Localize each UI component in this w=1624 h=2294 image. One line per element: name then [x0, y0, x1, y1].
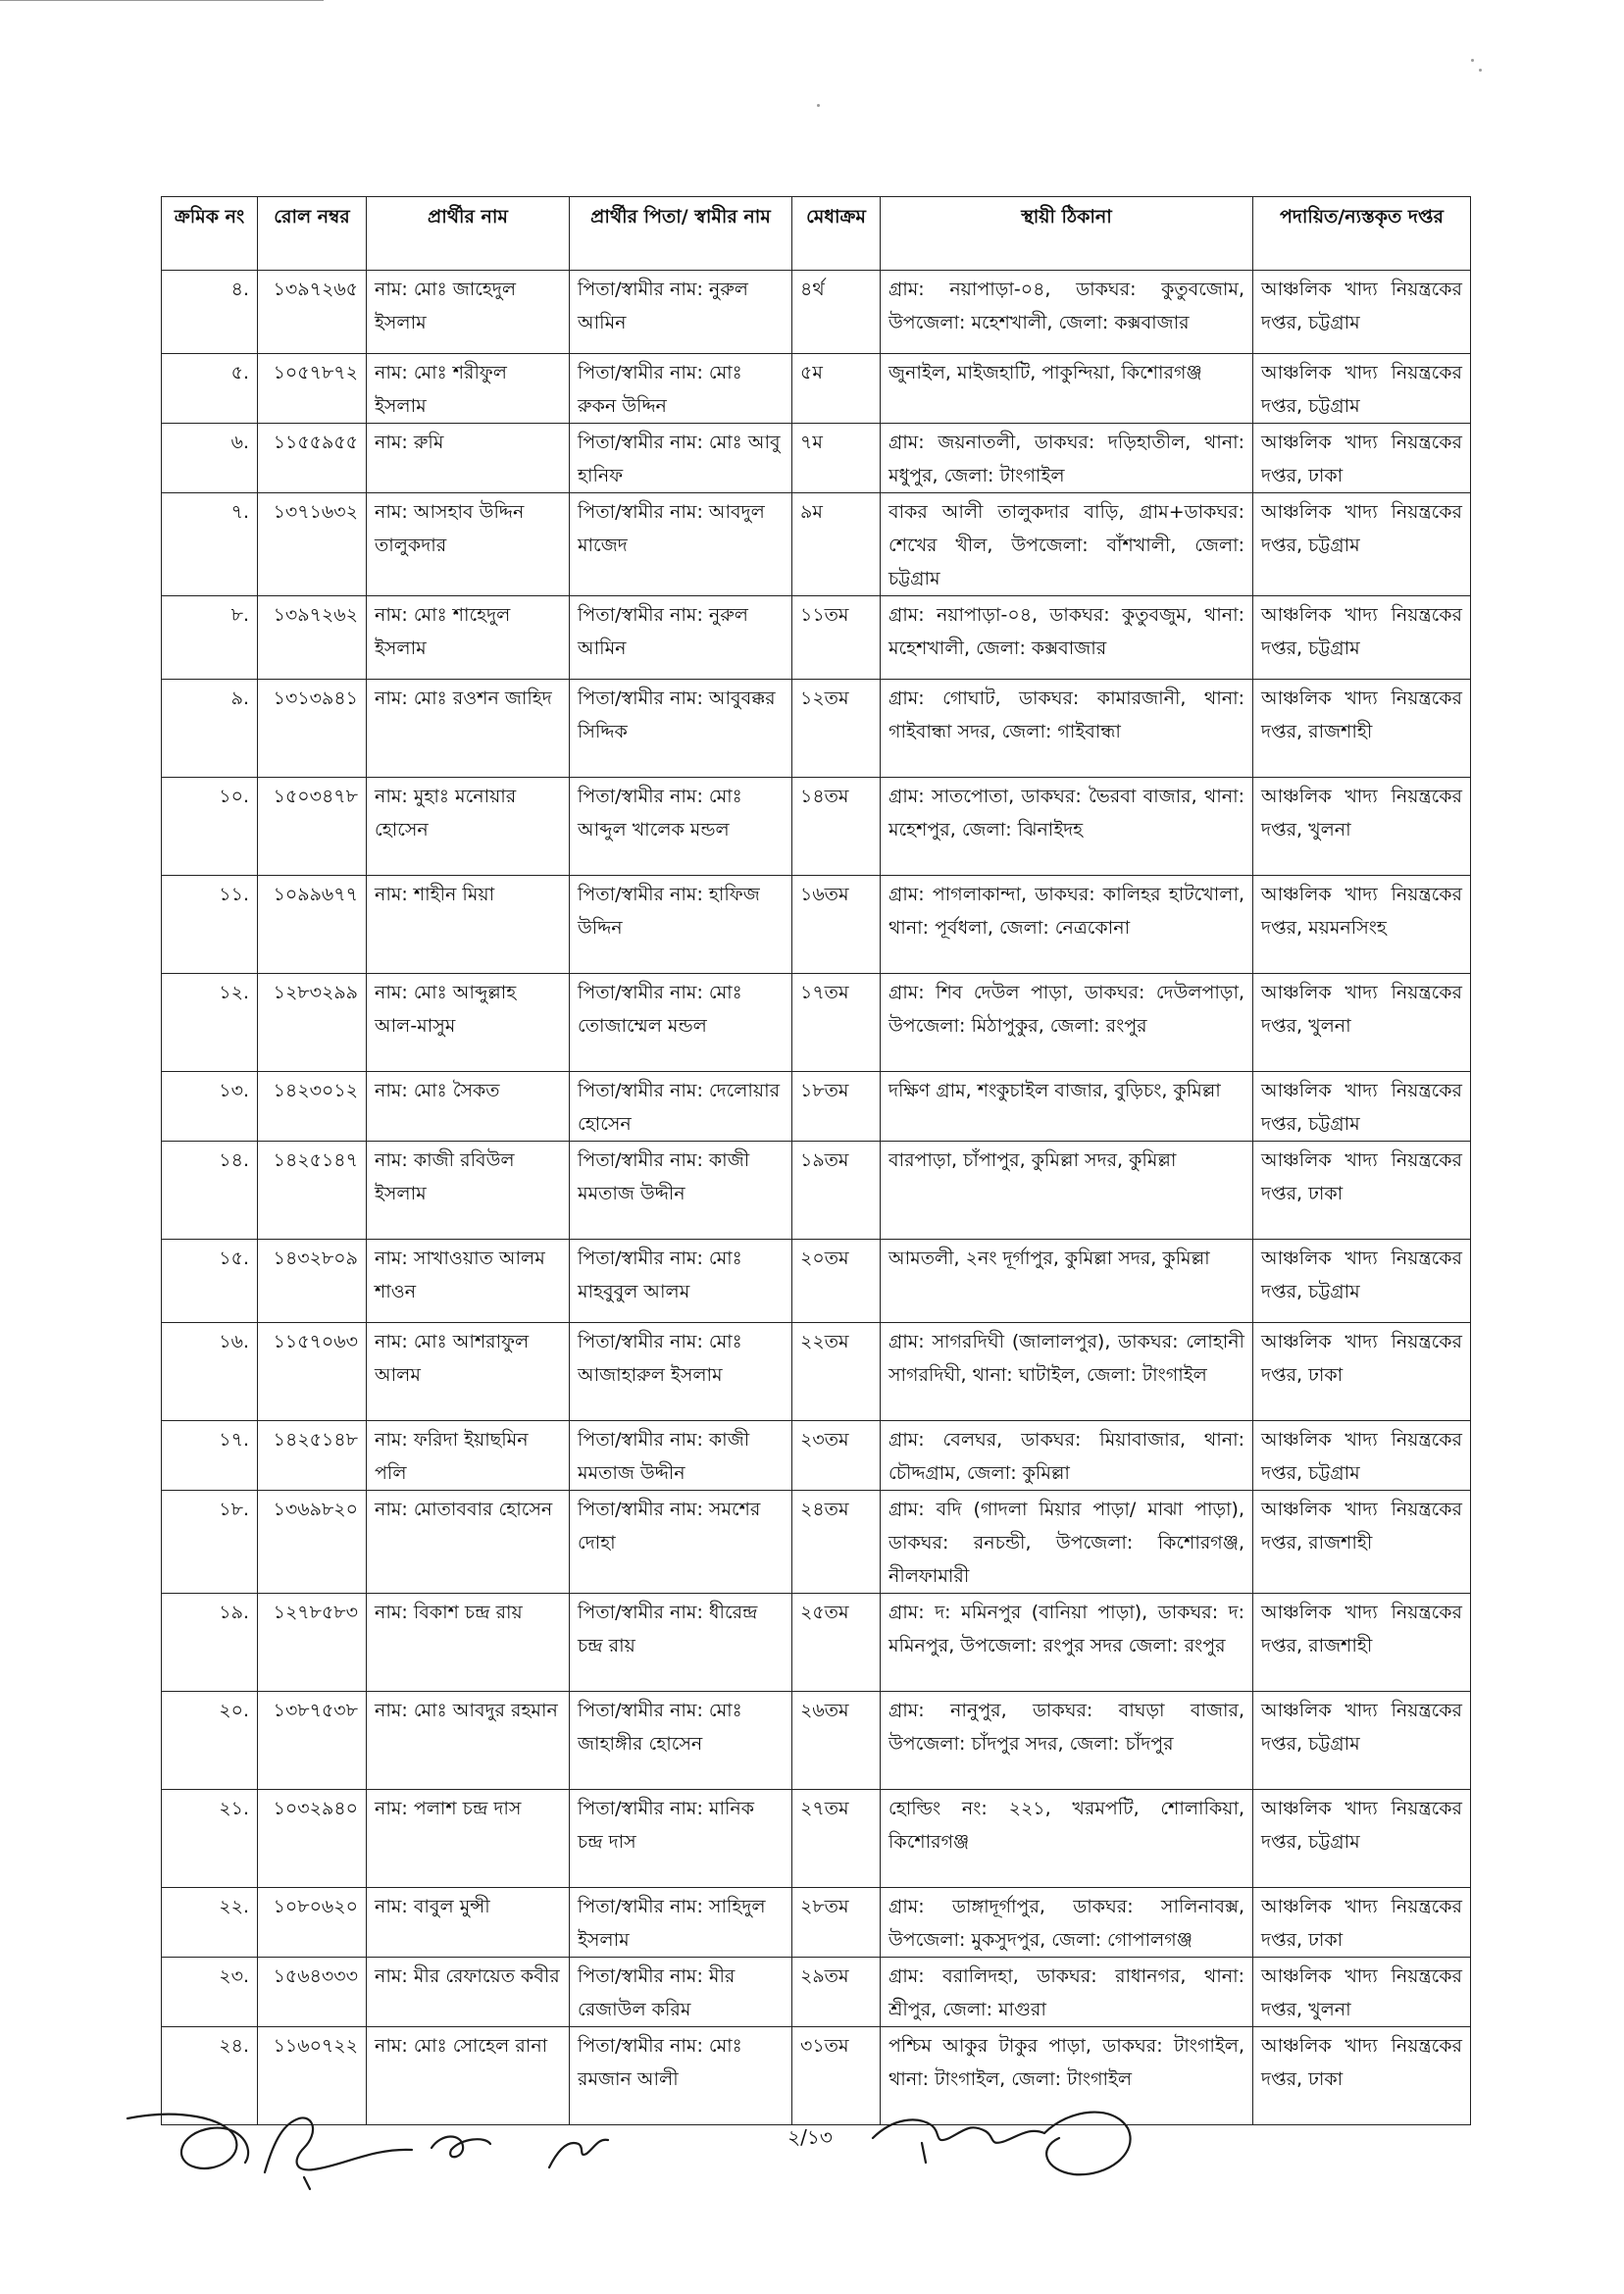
- scan-edge-line: [0, 0, 324, 1]
- table-row: [162, 974, 1471, 1072]
- cell-posted-office: আঞ্চলিক খাদ্য নিয়ন্ত্রকের দপ্তর, ঢাকা: [1253, 1888, 1471, 1958]
- cell-parent-name: পিতা/স্বামীর নাম: মানিক চন্দ্র দাস: [570, 1790, 792, 1888]
- cell-permanent-address: গ্রাম: পাগলাকান্দা, ডাকঘর: কালিহর হাটখোলা, থানা: পূর্বধলা, জেলা: নেত্রকোনা: [881, 876, 1253, 974]
- cell-posted-office: আঞ্চলিক খাদ্য নিয়ন্ত্রকের দপ্তর, ঢাকা: [1253, 424, 1471, 493]
- cell-serial: ১২.: [162, 974, 258, 1072]
- cell-serial: ৬.: [162, 424, 258, 493]
- cell-roll-number: ১৩৭১৬৩২: [258, 493, 367, 596]
- cell-permanent-address: আমতলী, ২নং দূর্গাপুর, কুমিল্লা সদর, কুমিল্লা: [881, 1240, 1253, 1323]
- table-row: [162, 1323, 1471, 1421]
- cell-candidate-name: নাম: মোঃ জাহেদুল ইসলাম: [367, 271, 570, 354]
- cell-merit-rank: ১৮তম: [792, 1072, 881, 1142]
- cell-merit-rank: ১২তম: [792, 680, 881, 778]
- cell-parent-name: পিতা/স্বামীর নাম: মোঃ আজাহারুল ইসলাম: [570, 1323, 792, 1421]
- cell-roll-number: ১০৩২৯৪০: [258, 1790, 367, 1888]
- cell-roll-number: ১৩৮৭৫৩৮: [258, 1692, 367, 1790]
- table-row: [162, 778, 1471, 876]
- cell-merit-rank: ৭ম: [792, 424, 881, 493]
- cell-permanent-address: গ্রাম: বেলঘর, ডাকঘর: মিয়াবাজার, থানা: চৌদ্দগ্রাম, জেলা: কুমিল্লা: [881, 1421, 1253, 1491]
- cell-serial: ১৪.: [162, 1142, 258, 1240]
- cell-candidate-name: নাম: মোঃ সোহেল রানা: [367, 2027, 570, 2125]
- cell-serial: ১১.: [162, 876, 258, 974]
- cell-permanent-address: হোল্ডিং নং: ২২১, খরমপটি, শোলাকিয়া, কিশোরগঞ্জ: [881, 1790, 1253, 1888]
- cell-posted-office: আঞ্চলিক খাদ্য নিয়ন্ত্রকের দপ্তর, রাজশাহী: [1253, 1594, 1471, 1692]
- cell-candidate-name: নাম: আসহাব উদ্দিন তালুকদার: [367, 493, 570, 596]
- header-merit: মেধাক্রম: [792, 197, 881, 271]
- cell-permanent-address: দক্ষিণ গ্রাম, শংকুচাইল বাজার, বুড়িচং, কুমিল্লা: [881, 1072, 1253, 1142]
- cell-posted-office: আঞ্চলিক খাদ্য নিয়ন্ত্রকের দপ্তর, চট্টগ্রাম: [1253, 1421, 1471, 1491]
- cell-merit-rank: ২০তম: [792, 1240, 881, 1323]
- cell-candidate-name: নাম: মোঃ সৈকত: [367, 1072, 570, 1142]
- header-roll: রোল নম্বর: [258, 197, 367, 271]
- cell-candidate-name: নাম: মোঃ আবদুর রহমান: [367, 1692, 570, 1790]
- cell-candidate-name: নাম: রুমি: [367, 424, 570, 493]
- cell-posted-office: আঞ্চলিক খাদ্য নিয়ন্ত্রকের দপ্তর, ময়মনসিংহ: [1253, 876, 1471, 974]
- cell-permanent-address: গ্রাম: নয়াপাড়া-০৪, ডাকঘর: কুতুবজুম, থানা: মহেশখালী, জেলা: কক্সবাজার: [881, 596, 1253, 680]
- header-office: পদায়িত/ন্যস্তকৃত দপ্তর: [1253, 197, 1471, 271]
- table-row: [162, 493, 1471, 596]
- cell-serial: ৯.: [162, 680, 258, 778]
- cell-candidate-name: নাম: বিকাশ চন্দ্র রায়: [367, 1594, 570, 1692]
- cell-candidate-name: নাম: সাখাওয়াত আলম শাওন: [367, 1240, 570, 1323]
- cell-roll-number: ১৪২৩০১২: [258, 1072, 367, 1142]
- cell-merit-rank: ২২তম: [792, 1323, 881, 1421]
- table-row: [162, 1790, 1471, 1888]
- table-row: [162, 271, 1471, 354]
- cell-serial: ১০.: [162, 778, 258, 876]
- cell-merit-rank: ২৭তম: [792, 1790, 881, 1888]
- cell-parent-name: পিতা/স্বামীর নাম: মীর রেজাউল করিম: [570, 1958, 792, 2027]
- cell-roll-number: ১১৫৫৯৫৫: [258, 424, 367, 493]
- cell-merit-rank: ২৯তম: [792, 1958, 881, 2027]
- cell-roll-number: ১৪২৫১৪৮: [258, 1421, 367, 1491]
- cell-roll-number: ১৫৬৪৩৩৩: [258, 1958, 367, 2027]
- cell-parent-name: পিতা/স্বামীর নাম: মোঃ তোজাম্মেল মন্ডল: [570, 974, 792, 1072]
- table-row: [162, 1421, 1471, 1491]
- cell-permanent-address: জুনাইল, মাইজহাটি, পাকুন্দিয়া, কিশোরগঞ্জ: [881, 354, 1253, 424]
- cell-merit-rank: ৩১তম: [792, 2027, 881, 2125]
- candidate-table: [161, 196, 1471, 2125]
- cell-permanent-address: বাকর আলী তালুকদার বাড়ি, গ্রাম+ডাকঘর: শেখের খীল, উপজেলা: বাঁশখালী, জেলা: চট্টগ্রাম: [881, 493, 1253, 596]
- cell-candidate-name: নাম: মোঃ আশরাফুল আলম: [367, 1323, 570, 1421]
- cell-candidate-name: নাম: শাহীন মিয়া: [367, 876, 570, 974]
- cell-serial: ২১.: [162, 1790, 258, 1888]
- cell-parent-name: পিতা/স্বামীর নাম: মোঃ আবু হানিফ: [570, 424, 792, 493]
- cell-parent-name: পিতা/স্বামীর নাম: কাজী মমতাজ উদ্দীন: [570, 1421, 792, 1491]
- table-row: [162, 1491, 1471, 1594]
- cell-serial: ১৯.: [162, 1594, 258, 1692]
- cell-roll-number: ১৪২৫১৪৭: [258, 1142, 367, 1240]
- cell-serial: ১৬.: [162, 1323, 258, 1421]
- cell-candidate-name: নাম: মোতাববার হোসেন: [367, 1491, 570, 1594]
- signature-stroke: [549, 2140, 608, 2167]
- cell-roll-number: ১৩১৩৯৪১: [258, 680, 367, 778]
- cell-serial: ১৩.: [162, 1072, 258, 1142]
- cell-posted-office: আঞ্চলিক খাদ্য নিয়ন্ত্রকের দপ্তর, ঢাকা: [1253, 1323, 1471, 1421]
- cell-posted-office: আঞ্চলিক খাদ্য নিয়ন্ত্রকের দপ্তর, চট্টগ্রাম: [1253, 1072, 1471, 1142]
- cell-merit-rank: ১৬তম: [792, 876, 881, 974]
- table-body: [162, 271, 1471, 2125]
- cell-candidate-name: নাম: মোঃ রওশন জাহিদ: [367, 680, 570, 778]
- cell-serial: ২২.: [162, 1888, 258, 1958]
- page-number: ২/১৩: [787, 2125, 833, 2149]
- table-row: [162, 1888, 1471, 1958]
- cell-parent-name: পিতা/স্বামীর নাম: দেলোয়ার হোসেন: [570, 1072, 792, 1142]
- cell-candidate-name: নাম: মুহাঃ মনোয়ার হোসেন: [367, 778, 570, 876]
- cell-merit-rank: ১৪তম: [792, 778, 881, 876]
- signature-stroke: [431, 2136, 490, 2157]
- cell-permanent-address: গ্রাম: বরালিদহা, ডাকঘর: রাধানগর, থানা: শ্রীপুর, জেলা: মাগুরা: [881, 1958, 1253, 2027]
- cell-parent-name: পিতা/স্বামীর নাম: কাজী মমতাজ উদ্দীন: [570, 1142, 792, 1240]
- cell-serial: ১৫.: [162, 1240, 258, 1323]
- cell-serial: ১৮.: [162, 1491, 258, 1594]
- cell-parent-name: পিতা/স্বামীর নাম: মোঃ রুকন উদ্দিন: [570, 354, 792, 424]
- table-header-row: [162, 197, 1471, 271]
- header-serial: ক্রমিক নং: [162, 197, 258, 271]
- cell-candidate-name: নাম: মোঃ শরীফুল ইসলাম: [367, 354, 570, 424]
- header-name: প্রার্থীর নাম: [367, 197, 570, 271]
- cell-serial: ৭.: [162, 493, 258, 596]
- cell-serial: ৫.: [162, 354, 258, 424]
- scan-speck: [1479, 69, 1482, 72]
- cell-parent-name: পিতা/স্বামীর নাম: হাফিজ উদ্দিন: [570, 876, 792, 974]
- cell-posted-office: আঞ্চলিক খাদ্য নিয়ন্ত্রকের দপ্তর, রাজশাহী: [1253, 680, 1471, 778]
- cell-candidate-name: নাম: বাবুল মুন্সী: [367, 1888, 570, 1958]
- cell-posted-office: আঞ্চলিক খাদ্য নিয়ন্ত্রকের দপ্তর, চট্টগ্রাম: [1253, 354, 1471, 424]
- cell-permanent-address: গ্রাম: বদি (গাদলা মিয়ার পাড়া/ মাঝা পাড়া), ডাকঘর: রনচন্ডী, উপজেলা: কিশোরগঞ্জ, নীলফামারী: [881, 1491, 1253, 1594]
- cell-roll-number: ১০৯৯৬৭৭: [258, 876, 367, 974]
- cell-merit-rank: ২৫তম: [792, 1594, 881, 1692]
- scan-speck: [1471, 59, 1474, 62]
- cell-candidate-name: নাম: কাজী রবিউল ইসলাম: [367, 1142, 570, 1240]
- cell-merit-rank: ২৬তম: [792, 1692, 881, 1790]
- cell-serial: ৮.: [162, 596, 258, 680]
- cell-parent-name: পিতা/স্বামীর নাম: মোঃ জাহাঙ্গীর হোসেন: [570, 1692, 792, 1790]
- signature-stroke: [127, 2115, 248, 2168]
- table-row: [162, 1142, 1471, 1240]
- cell-permanent-address: গ্রাম: দ: মমিনপুর (বানিয়া পাড়া), ডাকঘর: দ: মমিনপুর, উপজেলা: রংপুর সদর জেলা: রংপুর: [881, 1594, 1253, 1692]
- table-row: [162, 354, 1471, 424]
- cell-posted-office: আঞ্চলিক খাদ্য নিয়ন্ত্রকের দপ্তর, চট্টগ্রাম: [1253, 1790, 1471, 1888]
- cell-parent-name: পিতা/স্বামীর নাম: ধীরেন্দ্র চন্দ্র রায়: [570, 1594, 792, 1692]
- cell-posted-office: আঞ্চলিক খাদ্য নিয়ন্ত্রকের দপ্তর, চট্টগ্রাম: [1253, 1240, 1471, 1323]
- header-address: স্থায়ী ঠিকানা: [881, 197, 1253, 271]
- cell-posted-office: আঞ্চলিক খাদ্য নিয়ন্ত্রকের দপ্তর, চট্টগ্রাম: [1253, 271, 1471, 354]
- cell-permanent-address: গ্রাম: নয়াপাড়া-০৪, ডাকঘর: কুতুবজোম, উপজেলা: মহেশখালী, জেলা: কক্সবাজার: [881, 271, 1253, 354]
- cell-parent-name: পিতা/স্বামীর নাম: সাহিদুল ইসলাম: [570, 1888, 792, 1958]
- cell-merit-rank: ১৭তম: [792, 974, 881, 1072]
- table-row: [162, 424, 1471, 493]
- table-row: [162, 876, 1471, 974]
- signature-stroke: [873, 2119, 1044, 2142]
- cell-candidate-name: নাম: মোঃ আব্দুল্লাহ আল-মাসুম: [367, 974, 570, 1072]
- cell-parent-name: পিতা/স্বামীর নাম: মোঃ আব্দুল খালেক মন্ডল: [570, 778, 792, 876]
- cell-merit-rank: ২৮তম: [792, 1888, 881, 1958]
- cell-permanent-address: গ্রাম: শিব দেউল পাড়া, ডাকঘর: দেউলপাড়া, উপজেলা: মিঠাপুকুর, জেলা: রংপুর: [881, 974, 1253, 1072]
- cell-roll-number: ১৫০৩৪৭৮: [258, 778, 367, 876]
- signature-right: [863, 2084, 1147, 2192]
- cell-serial: ২৩.: [162, 1958, 258, 2027]
- cell-merit-rank: ৯ম: [792, 493, 881, 596]
- signature-stroke: [265, 2117, 412, 2172]
- cell-roll-number: ১০৫৭৮৭২: [258, 354, 367, 424]
- cell-roll-number: ১৪৩২৮০৯: [258, 1240, 367, 1323]
- cell-roll-number: ১৩৬৯৮২০: [258, 1491, 367, 1594]
- cell-candidate-name: নাম: ফরিদা ইয়াছমিন পলি: [367, 1421, 570, 1491]
- cell-parent-name: পিতা/স্বামীর নাম: আবুবক্কর সিদ্দিক: [570, 680, 792, 778]
- cell-roll-number: ১১৫৭০৬৩: [258, 1323, 367, 1421]
- cell-serial: ২০.: [162, 1692, 258, 1790]
- cell-parent-name: পিতা/স্বামীর নাম: নুরুল আমিন: [570, 596, 792, 680]
- cell-permanent-address: গ্রাম: ডাঙ্গাদূর্গাপুর, ডাকঘর: সালিনাবক্স, উপজেলা: মুকসুদপুর, জেলা: গোপালগঞ্জ: [881, 1888, 1253, 1958]
- cell-permanent-address: গ্রাম: জয়নাতলী, ডাকঘর: দড়িহাতীল, থানা: মধুপুর, জেলা: টাংগাইল: [881, 424, 1253, 493]
- cell-roll-number: ১৩৯৭২৬২: [258, 596, 367, 680]
- cell-merit-rank: ১১তম: [792, 596, 881, 680]
- cell-posted-office: আঞ্চলিক খাদ্য নিয়ন্ত্রকের দপ্তর, ঢাকা: [1253, 1142, 1471, 1240]
- table-row: [162, 1072, 1471, 1142]
- cell-posted-office: আঞ্চলিক খাদ্য নিয়ন্ত্রকের দপ্তর, চট্টগ্রাম: [1253, 596, 1471, 680]
- table-row: [162, 1594, 1471, 1692]
- header-parent: প্রার্থীর পিতা/ স্বামীর নাম: [570, 197, 792, 271]
- signature-stroke: [922, 2143, 926, 2163]
- table-row: [162, 596, 1471, 680]
- signature-group: [118, 2079, 726, 2197]
- cell-permanent-address: গ্রাম: সাতপোতা, ডাকঘর: ভৈরবা বাজার, থানা: মহেশপুর, জেলা: ঝিনাইদহ: [881, 778, 1253, 876]
- cell-permanent-address: গ্রাম: নানুপুর, ডাকঘর: বাঘড়া বাজার, উপজেলা: চাঁদপুর সদর, জেলা: চাঁদপুর: [881, 1692, 1253, 1790]
- table-row: [162, 680, 1471, 778]
- cell-roll-number: ১৩৯৭২৬৫: [258, 271, 367, 354]
- cell-posted-office: আঞ্চলিক খাদ্য নিয়ন্ত্রকের দপ্তর, চট্টগ্রাম: [1253, 493, 1471, 596]
- cell-posted-office: আঞ্চলিক খাদ্য নিয়ন্ত্রকের দপ্তর, রাজশাহী: [1253, 1491, 1471, 1594]
- cell-candidate-name: নাম: মীর রেফায়েত কবীর: [367, 1958, 570, 2027]
- cell-parent-name: পিতা/স্বামীর নাম: মোঃ রমজান আলী: [570, 2027, 792, 2125]
- cell-parent-name: পিতা/স্বামীর নাম: নুরুল আমিন: [570, 271, 792, 354]
- cell-roll-number: ১২৭৮৫৮৩: [258, 1594, 367, 1692]
- table-row: [162, 1240, 1471, 1323]
- signature-stroke: [304, 2177, 310, 2189]
- cell-merit-rank: ২৪তম: [792, 1491, 881, 1594]
- cell-posted-office: আঞ্চলিক খাদ্য নিয়ন্ত্রকের দপ্তর, খুলনা: [1253, 974, 1471, 1072]
- cell-parent-name: পিতা/স্বামীর নাম: আবদুল মাজেদ: [570, 493, 792, 596]
- table-row: [162, 1958, 1471, 2027]
- cell-permanent-address: গ্রাম: সাগরদিঘী (জালালপুর), ডাকঘর: লোহানী সাগরদিঘী, থানা: ঘাটাইল, জেলা: টাংগাইল: [881, 1323, 1253, 1421]
- cell-permanent-address: গ্রাম: গোঘাট, ডাকঘর: কামারজানী, থানা: গাইবান্ধা সদর, জেলা: গাইবান্ধা: [881, 680, 1253, 778]
- scan-speck: [817, 104, 820, 107]
- cell-posted-office: আঞ্চলিক খাদ্য নিয়ন্ত্রকের দপ্তর, চট্টগ্রাম: [1253, 1692, 1471, 1790]
- cell-serial: ২৪.: [162, 2027, 258, 2125]
- cell-posted-office: আঞ্চলিক খাদ্য নিয়ন্ত্রকের দপ্তর, খুলনা: [1253, 1958, 1471, 2027]
- cell-roll-number: ১২৮৩২৯৯: [258, 974, 367, 1072]
- cell-roll-number: ১১৬০৭২২: [258, 2027, 367, 2125]
- cell-roll-number: ১০৮০৬২০: [258, 1888, 367, 1958]
- cell-merit-rank: ১৯তম: [792, 1142, 881, 1240]
- cell-merit-rank: ৪র্থ: [792, 271, 881, 354]
- cell-candidate-name: নাম: মোঃ শাহেদুল ইসলাম: [367, 596, 570, 680]
- cell-candidate-name: নাম: পলাশ চন্দ্র দাস: [367, 1790, 570, 1888]
- cell-permanent-address: বারপাড়া, চাঁপাপুর, কুমিল্লা সদর, কুমিল্লা: [881, 1142, 1253, 1240]
- cell-parent-name: পিতা/স্বামীর নাম: মোঃ মাহবুবুল আলম: [570, 1240, 792, 1323]
- table-row: [162, 1692, 1471, 1790]
- cell-merit-rank: ৫ম: [792, 354, 881, 424]
- cell-serial: ৪.: [162, 271, 258, 354]
- cell-posted-office: আঞ্চলিক খাদ্য নিয়ন্ত্রকের দপ্তর, ঢাকা: [1253, 2027, 1471, 2125]
- cell-merit-rank: ২৩তম: [792, 1421, 881, 1491]
- cell-posted-office: আঞ্চলিক খাদ্য নিয়ন্ত্রকের দপ্তর, খুলনা: [1253, 778, 1471, 876]
- signature-stroke: [1044, 2113, 1131, 2175]
- cell-serial: ১৭.: [162, 1421, 258, 1491]
- cell-permanent-address: পশ্চিম আকুর টাকুর পাড়া, ডাকঘর: টাংগাইল, থানা: টাংগাইল, জেলা: টাংগাইল: [881, 2027, 1253, 2125]
- cell-parent-name: পিতা/স্বামীর নাম: সমশের দোহা: [570, 1491, 792, 1594]
